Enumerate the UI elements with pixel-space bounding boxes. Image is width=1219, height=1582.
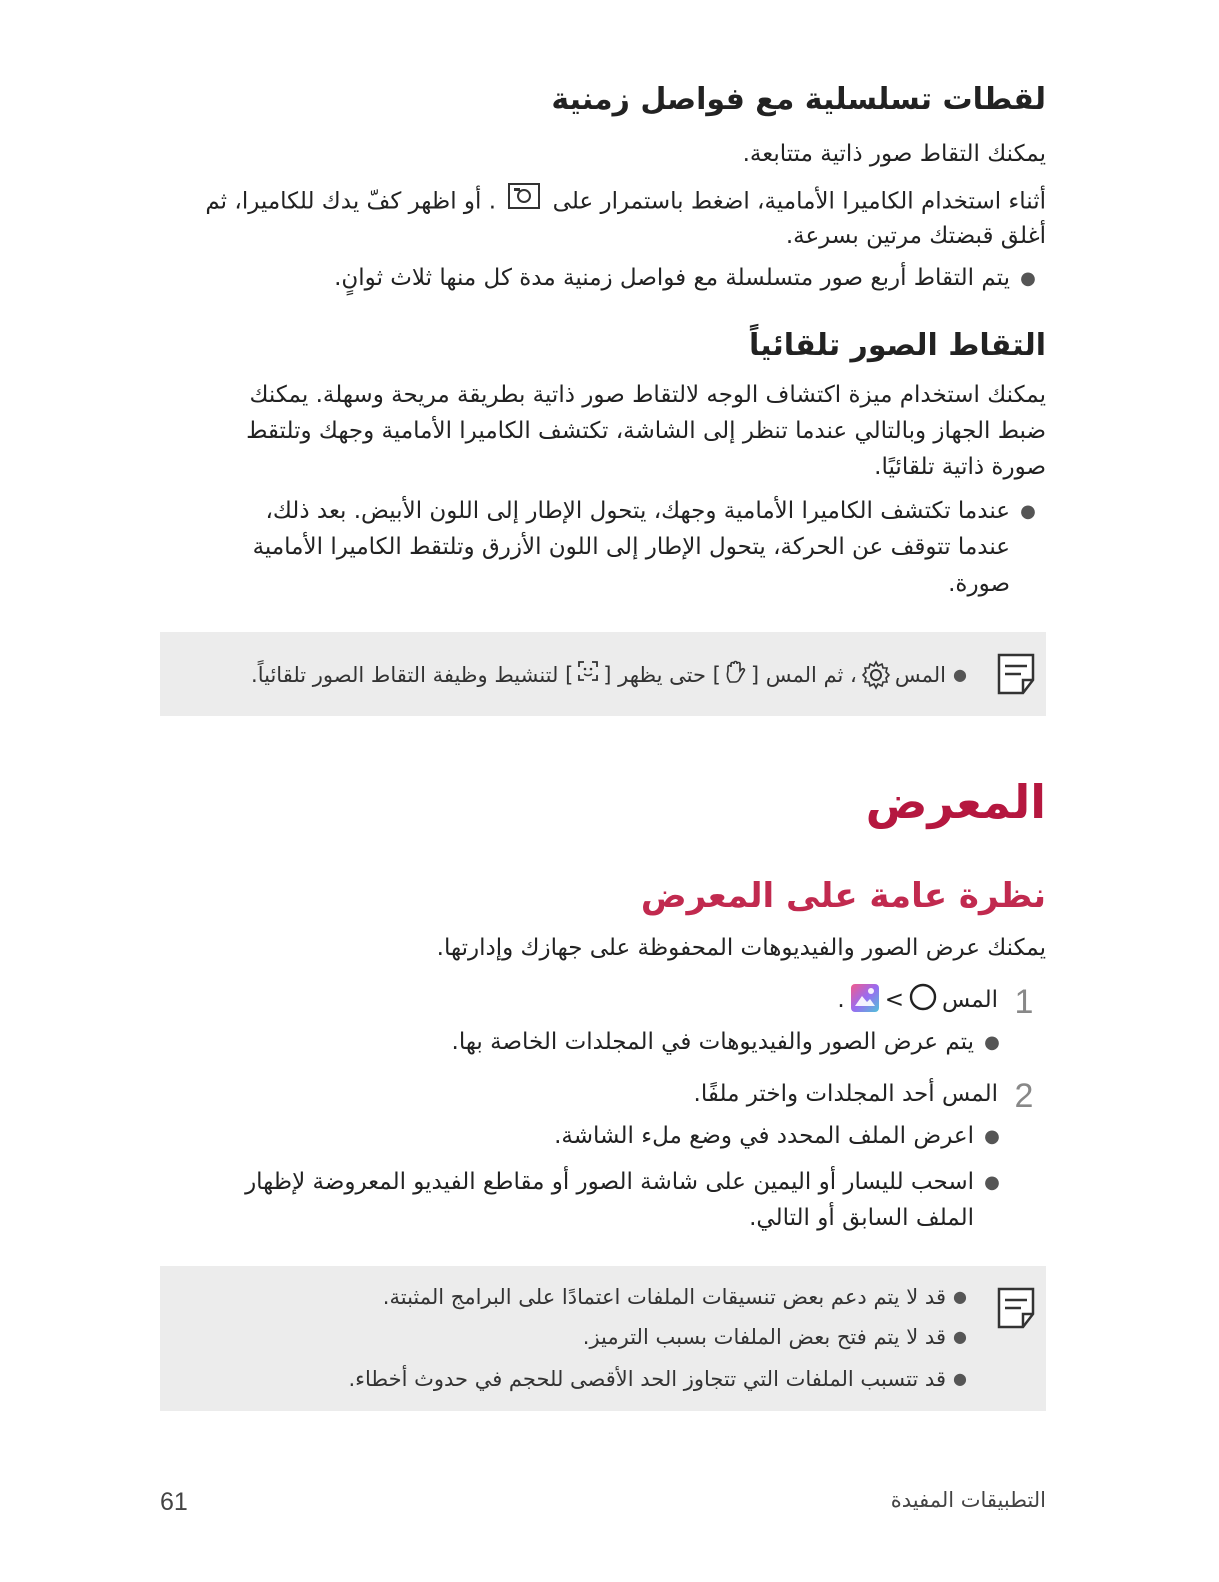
step-2	[694, 1076, 1046, 1116]
list-item-text: يتم التقاط أربع صور متسلسلة مع فواصل زمنية مدة كل منها ثلاث ثوانٍ.	[334, 265, 1010, 291]
camera-shutter-icon	[507, 182, 541, 222]
gallery-app-icon	[849, 982, 881, 1026]
bullet-dot: ●	[984, 1172, 1000, 1193]
bullet-dot: ●	[953, 1287, 967, 1306]
note-icon	[996, 1286, 1036, 1330]
note-text-2: ، ثم المس [	[750, 663, 857, 687]
list-item-text-line2: عندما تتوقف عن الحركة، يتحول الإطار إلى اللون الأزرق وتلتقط الكاميرا الأمامية	[252, 534, 1010, 560]
note-box	[160, 1266, 1046, 1411]
step-number: 1	[1014, 983, 1034, 1021]
bullet-dot: ●	[984, 1032, 1000, 1053]
list-item	[334, 260, 1046, 297]
paragraph-text-2: . أو اظهر كفّ يدك للكاميرا، ثم	[205, 188, 497, 215]
bullet-dot: ●	[1020, 268, 1036, 289]
list-item	[452, 1024, 1010, 1061]
note-box	[160, 632, 1046, 716]
paragraph-line-2: ضبط الجهاز وبالتالي عندما تنظر إلى الشاشة، تكتشف الكاميرا الأمامية وجهك وتلتقط	[246, 418, 1046, 444]
note-item	[583, 1322, 974, 1352]
paragraph-line-2: أغلق قبضتك مرتين بسرعة.	[785, 223, 1046, 249]
list-item-text-line1: اسحب لليسار أو اليمين على شاشة الصور أو مقاطع الفيديو المعروضة لإظهار	[245, 1169, 974, 1195]
palm-icon	[725, 660, 747, 698]
paragraph-line-3: صورة ذاتية تلقائيًا.	[874, 454, 1046, 480]
note-text-3: ] حتى يظهر [	[603, 663, 721, 687]
paragraph-text-1: أثناء استخدام الكاميرا الأمامية، اضغط باستمرار على	[552, 188, 1046, 215]
list-item	[266, 493, 1047, 530]
list-item-text: يتم عرض الصور والفيديوهات في المجلدات الخاصة بها.	[451, 1029, 974, 1055]
face-detect-icon	[577, 660, 599, 698]
home-circle-icon	[908, 982, 938, 1024]
note-item	[251, 660, 974, 698]
gallery-intro: يمكنك عرض الصور والفيديوهات المحفوظة على جهازك وإدارتها.	[436, 935, 1046, 961]
note-item-text: قد لا يتم فتح بعض الملفات بسبب الترميز.	[582, 1325, 946, 1349]
section-heading-interval-shot: لقطات تسلسلية مع فواصل زمنية	[551, 82, 1046, 117]
step-separator: >	[884, 987, 904, 1013]
list-item	[245, 1164, 1010, 1201]
step-text: المس	[941, 987, 998, 1013]
gear-icon	[861, 660, 891, 698]
section-intro: يمكنك التقاط صور ذاتية متتابعة.	[742, 141, 1046, 167]
overview-title: نظرة عامة على المعرض	[640, 876, 1046, 916]
section-heading-auto-shot: التقاط الصور تلقائياً	[748, 328, 1046, 363]
list-item	[554, 1118, 1010, 1155]
note-icon	[996, 652, 1036, 696]
step-end: .	[837, 987, 845, 1013]
list-item-text-line3: صورة.	[948, 571, 1010, 597]
step-number: 2	[1014, 1077, 1034, 1115]
list-item-text: اعرض الملف المحدد في وضع ملء الشاشة.	[554, 1123, 974, 1149]
note-text-4: ] لتنشيط وظيفة التقاط الصور تلقائياً.	[251, 663, 574, 687]
list-item-text-line1: عندما تكتشف الكاميرا الأمامية وجهك، يتحول الإطار إلى اللون الأبيض. بعد ذلك،	[265, 498, 1010, 524]
bullet-dot: ●	[953, 1327, 967, 1346]
note-item-text: قد لا يتم دعم بعض تنسيقات الملفات اعتمادًا على البرامج المثبتة.	[382, 1285, 946, 1309]
page-number: 61	[160, 1488, 188, 1516]
section-paragraph	[160, 182, 1046, 222]
bullet-dot: ●	[953, 665, 967, 684]
paragraph-line-1: يمكنك استخدام ميزة اكتشاف الوجه لالتقاط صور ذاتية بطريقة مريحة وسهلة. يمكنك	[249, 382, 1046, 408]
note-text-1: المس	[894, 663, 946, 687]
note-item	[383, 1282, 974, 1312]
bullet-dot: ●	[1020, 501, 1036, 522]
list-item-text-line2: الملف السابق أو التالي.	[749, 1205, 974, 1231]
note-item	[348, 1364, 974, 1394]
note-item-text: قد تتسبب الملفات التي تتجاوز الحد الأقصى للحجم في حدوث أخطاء.	[348, 1367, 946, 1391]
footer-section-title: التطبيقات المفيدة	[890, 1488, 1046, 1512]
bullet-dot: ●	[984, 1126, 1000, 1147]
step-1	[837, 982, 1046, 1026]
step-text: المس أحد المجلدات واختر ملفًا.	[693, 1081, 998, 1107]
chapter-title: المعرض	[865, 775, 1046, 829]
bullet-dot: ●	[953, 1369, 967, 1388]
